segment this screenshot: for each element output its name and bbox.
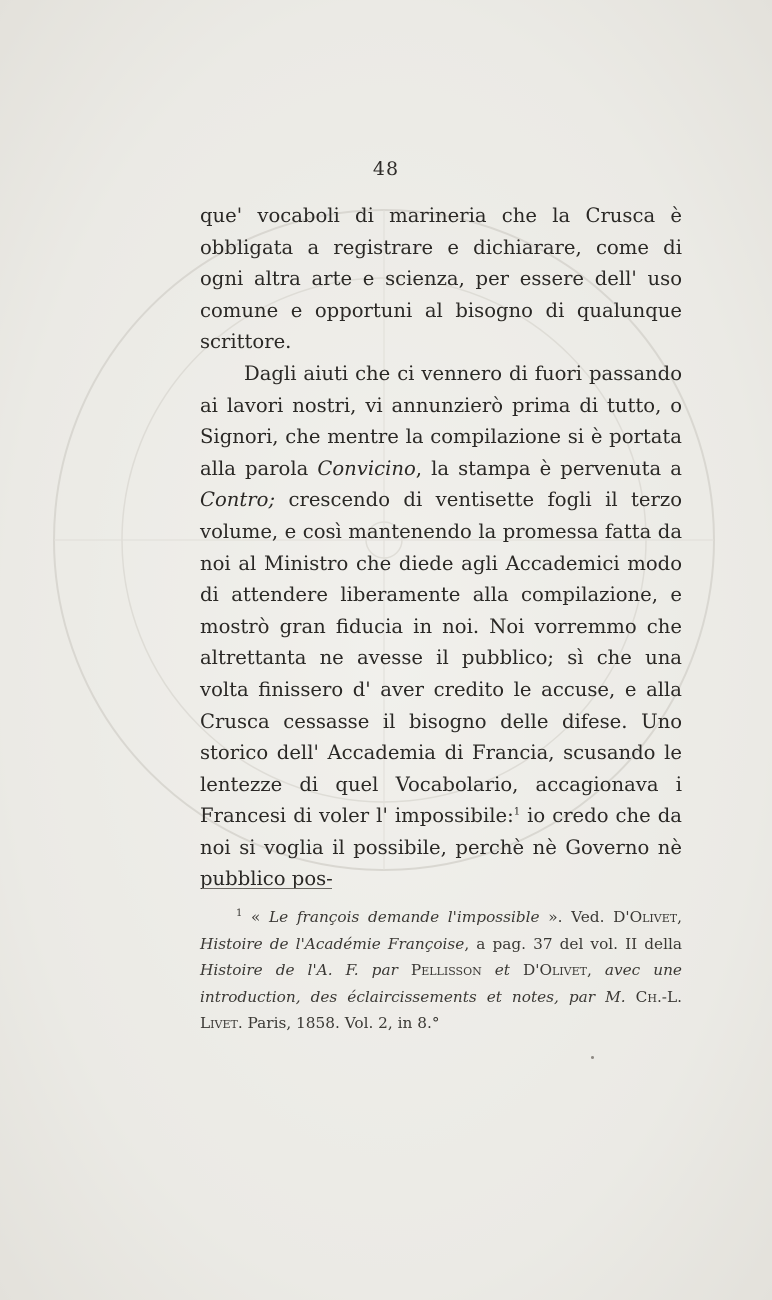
footnote-divider	[202, 888, 332, 889]
footnote-text: «	[251, 908, 270, 926]
footnote-text: et	[494, 961, 510, 979]
paragraph-2-text-c: , la stampa è pervenuta a	[415, 456, 682, 480]
footnote-author: D'Olivet	[613, 908, 678, 926]
footnote-text	[510, 961, 523, 979]
footnote-reference[interactable]: 1	[513, 806, 521, 818]
paragraph-2	[200, 358, 682, 895]
paragraph-2-text-a: Dagli aiuti che ci vennero di fuori passando ai lavori nostri, vi annunzierò prima di tutto, o Signori, che mentre la compilazione si è portata alla parola	[200, 361, 682, 480]
footnote-text	[398, 961, 411, 979]
paper-speck	[591, 1056, 594, 1059]
footnote-title: Histoire de l'Académie Françoise	[200, 934, 465, 953]
paragraph-2-italic-contro: Contro;	[200, 488, 276, 512]
footnote-title: Histoire de l'A. F. par	[200, 961, 398, 979]
footnote-author: Pellisson	[410, 961, 482, 979]
footnote-author: Ch.-L. Livet	[200, 987, 682, 1032]
paragraph-2-text-f: io credo che da noi si voglia il possibile, perchè nè Governo nè pubblico pos-	[200, 804, 682, 891]
paragraph-2-text-e: crescendo di ventisette fogli il terzo volume, e così mantenendo la promessa fatta da noi al Ministro che diede agli Accademici modo di attendere liberamente alla compilazione, e mostrò gran fiducia in noi. Noi vorremmo che altrettanta ne avesse il pubblico; sì che una volta finissero d' aver credito le accuse, e alla Crusca cessasse il bisogno delle difese. Uno storico dell' Accademia di Francia, scusando le lentezze di quel Vocabolario, accagionava i Francesi di voler l' impossibile:	[200, 488, 682, 828]
footnote-text: ,	[677, 908, 682, 926]
body-text	[200, 200, 682, 895]
footnote-text	[482, 961, 495, 979]
footnote	[200, 904, 682, 1037]
footnote-title: avec une introduction, des éclaircissements et notes, par M.	[200, 961, 682, 1006]
footnote-text: ,	[586, 961, 605, 979]
page-number: 48	[372, 158, 400, 180]
footnote-text	[626, 988, 636, 1006]
footnote-text: , a pag. 37 del vol. II della	[464, 934, 682, 953]
paragraph-2-italic-convicino: Convicino	[317, 456, 416, 480]
footnote-mark: 1	[236, 907, 243, 919]
footnote-text: . Paris, 1858. Vol. 2, in 8.°	[237, 1014, 440, 1032]
paragraph-1: que' vocaboli di marineria che la Crusca è obbligata a registrare e dichiarare, come di ogni altra arte e scienza, per essere dell' uso comune e opportuni al bisogno di qualunque scrittore.	[200, 204, 682, 354]
footnote-author: D'Olivet	[522, 961, 587, 979]
footnote-text: ». Ved.	[539, 908, 614, 926]
footnote-quote: Le françois demande l'impossible	[269, 908, 540, 926]
